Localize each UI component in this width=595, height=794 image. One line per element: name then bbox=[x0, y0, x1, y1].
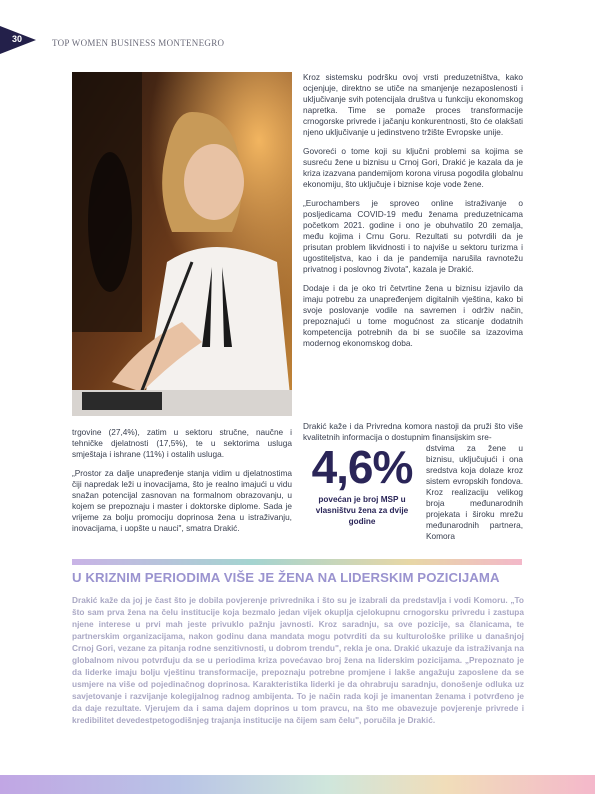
paragraph: „Prostor za dalje unapređenje stanja vidim u djelatnostima čiji napredak leži u inovacijama, što je realno imajući u vidu snažan potencijal zasnovan na formalnom obrazovanju, u kojem se prepoznaju i master i doktorske diplome. Sada je vrijeme za bolju promociju doprinosa žena u istraživanju, inovacijama, i uopšte u nauci", smatra Drakić. bbox=[72, 468, 292, 533]
paragraph: Govoreći o tome koji su ključni problemi sa kojima se susreću žene u biznisu u Crnoj Gori, Drakić je kazala da je kriza izazvana pandemijom korona virusa pogodila globalnu ekonomiju, što uključuje i biznise koje vode žene. bbox=[303, 146, 523, 189]
page-number: 30 bbox=[11, 34, 22, 44]
stat-value: 4,6% bbox=[311, 441, 413, 493]
right-bottom-wrap: dstvima za žene u biznisu, uključujući i ona sredstva koja dolaze kroz sistem evropskih fondova. Kroz realizaciju velikog broja međunarodnih projekata i široku mrežu međunarodnih partnera, Komora bbox=[426, 443, 523, 541]
paragraph: Kroz sistemsku podršku ovoj vrsti preduzetništva, kako ocjenjuje, direktno se utiče na smanjenje nezaposlenosti i uključivanje svih potencijala društva u funkciju ekonomskog napretka. Time se pomaže proces transformacije crnogorske privrede i jačanju konkurentnosti, što će olakšati njeno uključivanje u jedinstveno tržište Evropske unije. bbox=[303, 72, 523, 137]
paragraph: trgovine (27,4%), zatim u sektoru stručne, naučne i tehničke djelatnosti (17,5%), te u sektorima usluga smještaja i ishrane (11%) i ostalih usluga. bbox=[72, 427, 292, 459]
paragraph: Dodaje i da je oko tri četvrtine žena u biznisu izjavilo da imaju potrebu za unapređenjem digitalnih vještina, kako bi svoje poslovanje vodile na savremen i održiv način, prepoznajući u tome mogućnost za sticanje dodatnih kompetencija potrebnih da bi se suočile sa izazovima modernog ekonomskog doba. bbox=[303, 283, 523, 348]
right-column bbox=[303, 72, 523, 357]
section-divider bbox=[72, 559, 522, 565]
portrait-photo bbox=[72, 72, 292, 416]
paragraph: „Eurochambers je sproveo online istraživanje o posljedicama COVID-19 među ženama preduzetnicama početkom 2021. godine i ono je obuhvatilo 20 zemalja, među kojima i Crnu Goru. Rezultati su potvrdili da je prisutan problem likvidnosti i to najviše u sektoru turizma i ugostiteljstva, kao i da je pandemija narušila ravnotežu privatnog i poslovnog života", kazala je Drakić. bbox=[303, 198, 523, 274]
right-bottom-intro: Drakić kaže i da Privredna komora nastoji da pruži što više kvalitetnih informacija o dostupnim finansijskim sre- bbox=[303, 421, 523, 442]
section-heading: U KRIZNIM PERIODIMA VIŠE JE ŽENA NA LIDERSKIM POZICIJAMA bbox=[72, 570, 500, 585]
section-body: Drakić kaže da joj je čast što je dobila povjerenje privrednika i što su je izabrali da predstavlja i vodi Komoru. „To što sam prva žena na čelu institucije koja bezmalo jedan vijek okuplja cjelokupnu crnogorsku privredu i zastupa njene interese u prvi mah jeste privuklo pažnju javnosti. Kroz saradnju, sa ove pozicije, sa članicama, te partnerskim organizacijama, nakon godinu dana mandata mogu potvrditi da su kulturološke prilike u današnjoj Crnoj Gori, vezane za pitanja rodne senzitivnosti, u dobrom trendu", rekla je ona. Drakić ukazuje da istraživanja na globalnom nivou potvrđuju da se u periodima kriza povećavao broj žena na liderskim pozicijama. „Prepoznato je da liderke imaju bolju vještinu transformacije, prepoznaju potrebne promjene i lakše angažuju zaposlene da se usmjere na više od pojedinačnog doprinosa. Karakteristika liderki je da ohrabruju saradnju, donošenje odluka uz savjetovanje i razvijanje kolegijalnog radnog ambijenta. To je način rada koji je imanentan ženama i potvrđeno je da daje rezultate. Vjerujem da i sama dajem doprinos u tom pravcu, na što me obavezuje povjerenje privrede i kredibilitet devedestpetogodišnjeg trajanja institucije na čijem sam čelu", poručila je Drakić. bbox=[72, 595, 524, 725]
footer-bar bbox=[0, 775, 595, 794]
stat-caption: povećan je broj MSP u vlasništvu žena za dvije godine bbox=[315, 495, 409, 526]
left-bottom-column bbox=[72, 427, 292, 542]
publication-title: TOP WOMEN BUSINESS MONTENEGRO bbox=[52, 38, 225, 48]
